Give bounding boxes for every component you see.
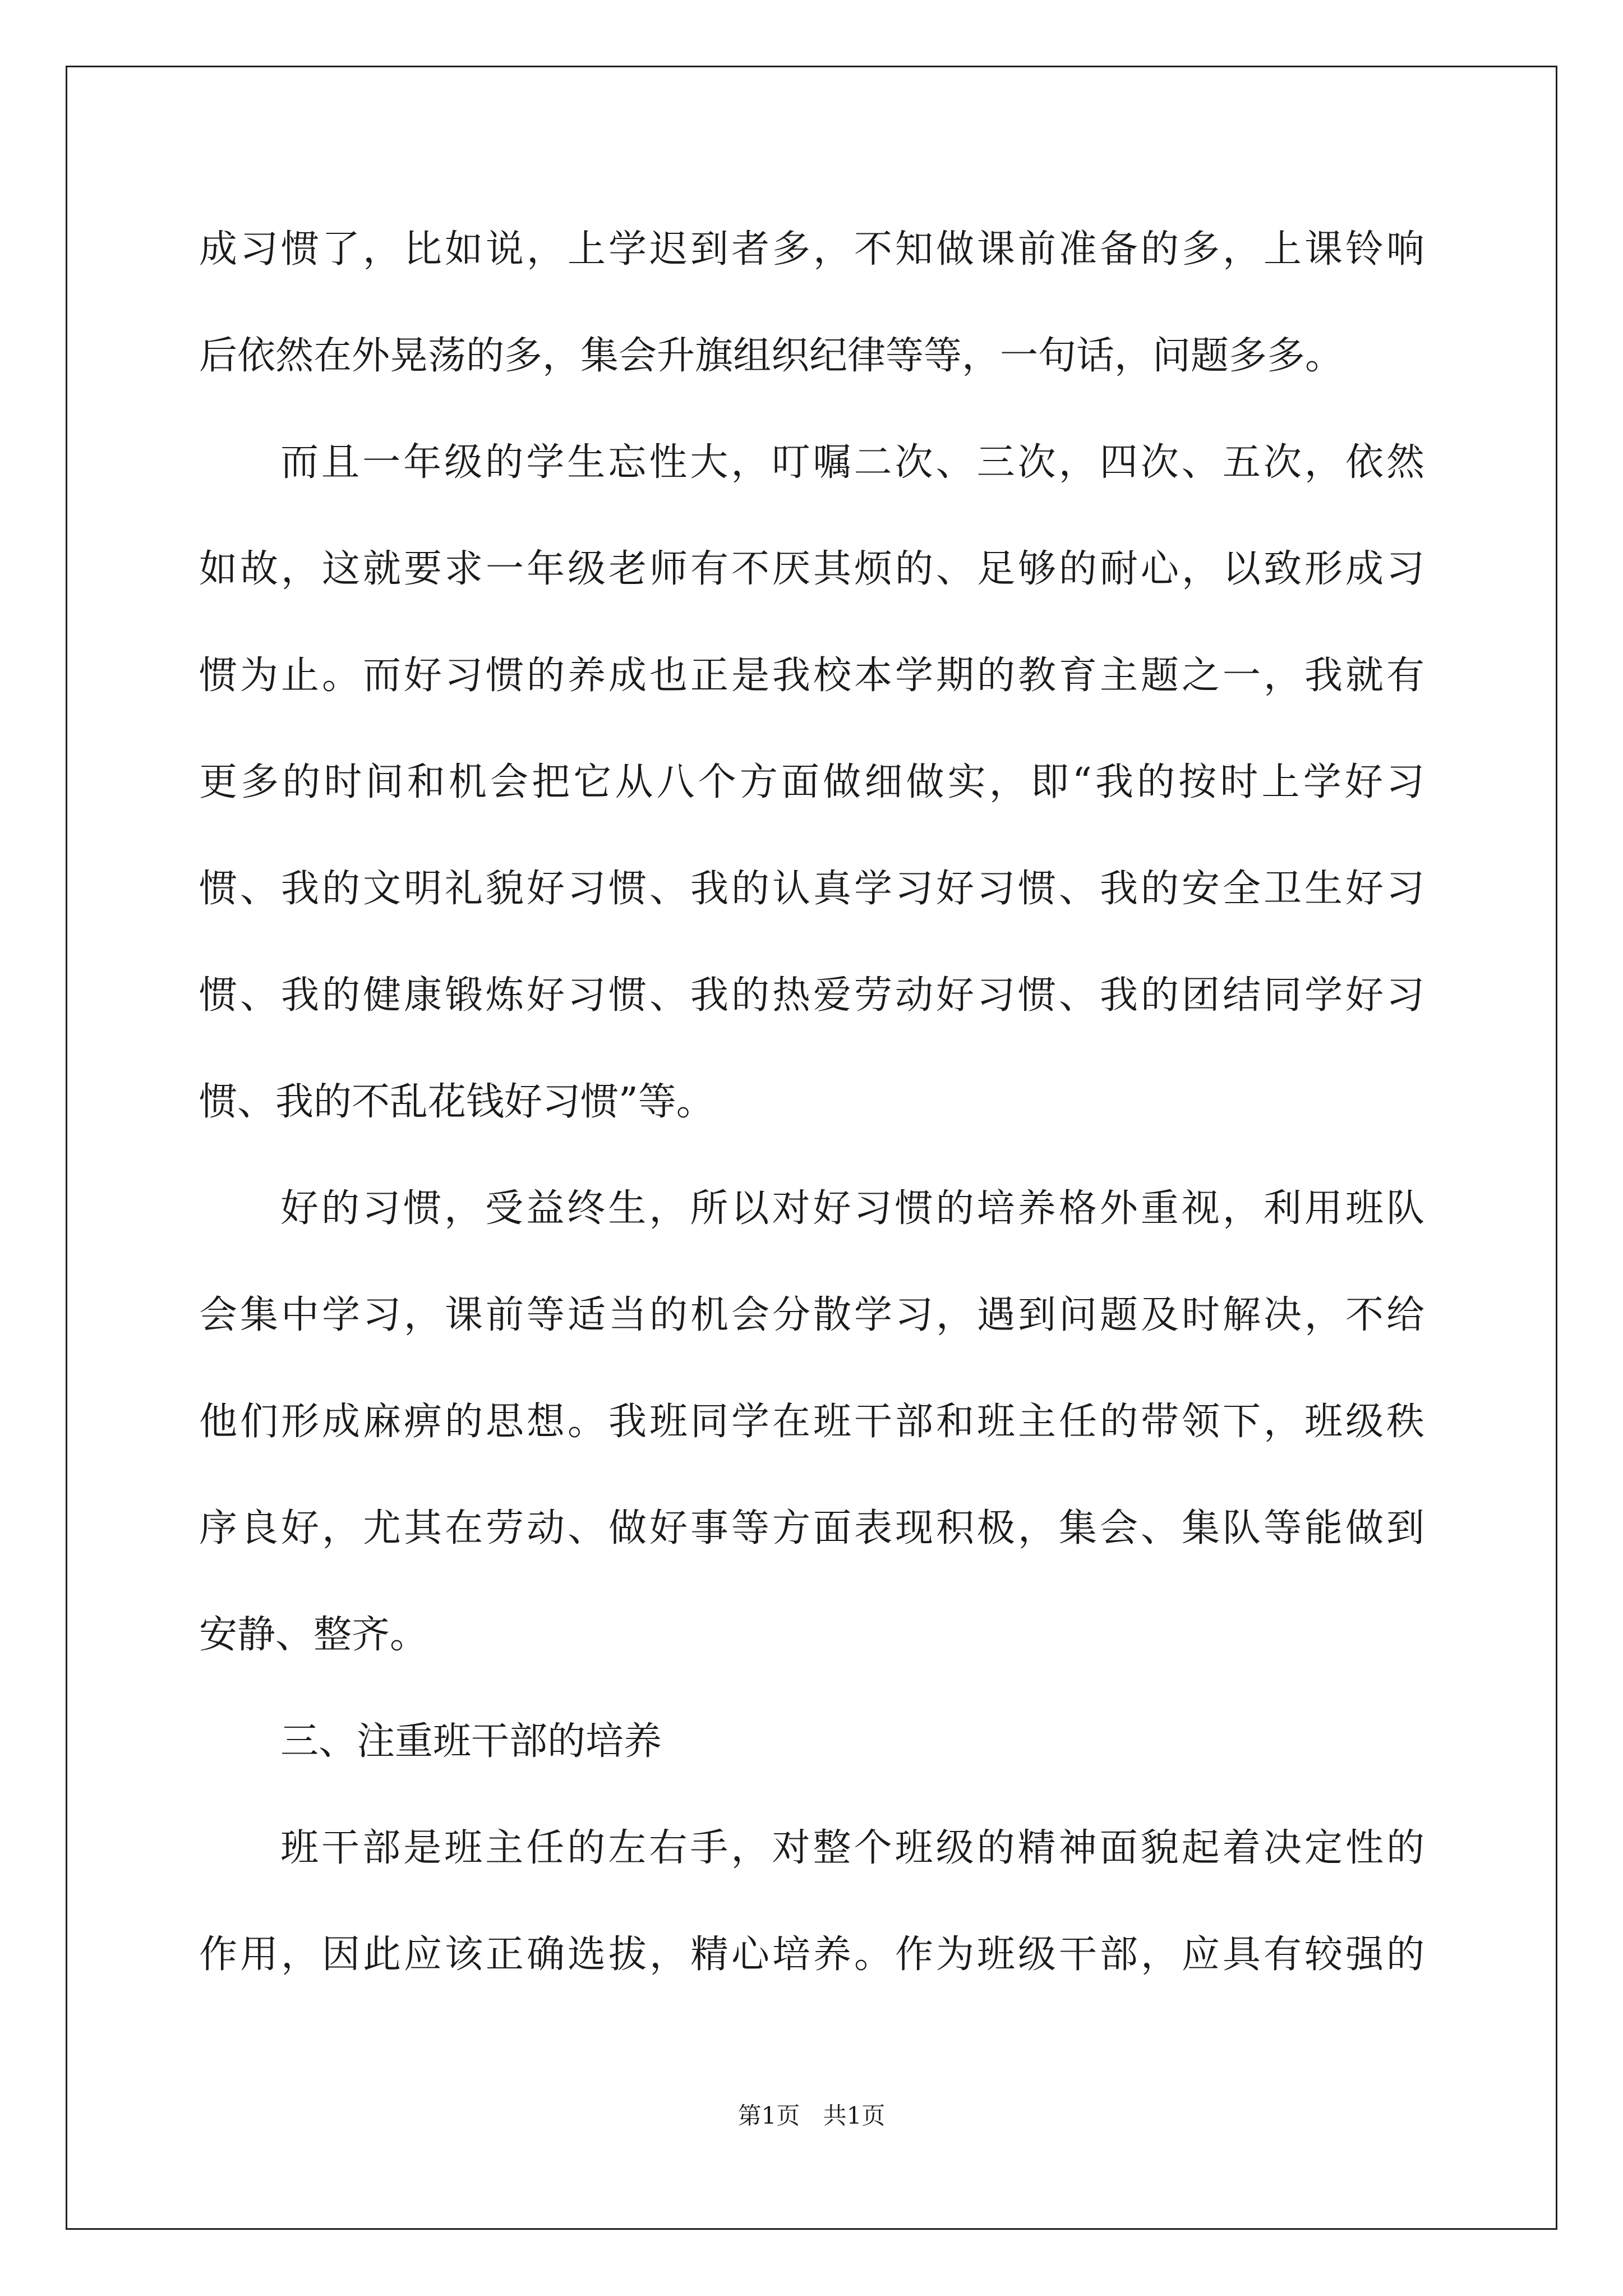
text-line: 他们形成麻痹的思想。我班同学在班干部和班主任的带领下，班级秩 xyxy=(199,1400,1424,1444)
text-line: 更多的时间和机会把它从八个方面做细做实，即“我的按时上学好习 xyxy=(199,760,1424,804)
text-line: 而且一年级的学生忘性大，叮嘱二次、三次，四次、五次，依然 xyxy=(280,440,1424,485)
document-body xyxy=(199,213,1424,2025)
text-line: 作用，因此应该正确选拔，精心培养。作为班级干部，应具有较强的 xyxy=(199,1932,1424,1977)
text-line: 成习惯了，比如说，上学迟到者多，不知做课前准备的多，上课铃响 xyxy=(199,227,1424,272)
text-line: 惯、我的健康锻炼好习惯、我的热爱劳动好习惯、我的团结同学好习 xyxy=(199,973,1424,1018)
page-footer xyxy=(0,2099,1623,2133)
text-line: 惯为止。而好习惯的养成也正是我校本学期的教育主题之一，我就有 xyxy=(199,654,1424,698)
text-line: 惯、我的文明礼貌好习惯、我的认真学习好习惯、我的安全卫生好习 xyxy=(199,867,1424,911)
text-line: 序良好，尤其在劳动、做好事等方面表现积极，集会、集队等能做到 xyxy=(199,1506,1424,1550)
text-line: 安静、整齐。 xyxy=(199,1613,428,1657)
text-line: 惯、我的不乱花钱好习惯”等。 xyxy=(199,1080,714,1124)
page-number-total: 共1页 xyxy=(823,2102,886,2129)
text-line: 班干部是班主任的左右手，对整个班级的精神面貌起着决定性的 xyxy=(280,1826,1424,1870)
text-line: 会集中学习，课前等适当的机会分散学习，遇到问题及时解决，不给 xyxy=(199,1293,1424,1337)
text-line: 后依然在外晃荡的多，集会升旗组织纪律等等，一句话，问题多多。 xyxy=(199,334,1344,378)
text-line: 好的习惯，受益终生，所以对好习惯的培养格外重视，利用班队 xyxy=(280,1186,1424,1231)
page-number-current: 第1页 xyxy=(737,2102,800,2129)
section-heading: 三、注重班干部的培养 xyxy=(280,1719,662,1764)
text-line: 如故，这就要求一年级老师有不厌其烦的、足够的耐心，以致形成习 xyxy=(199,547,1424,591)
